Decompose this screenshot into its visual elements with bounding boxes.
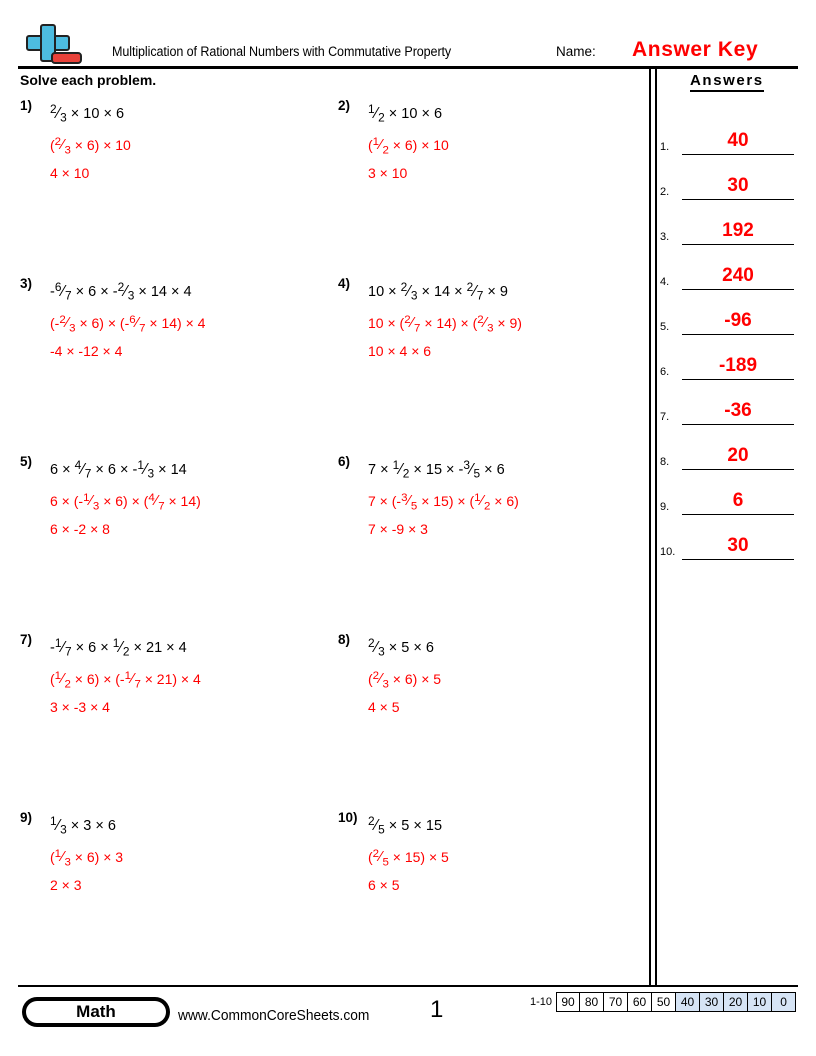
problem-expression xyxy=(368,630,658,665)
fraction-numerator: 1 xyxy=(54,847,62,860)
problem-number: 1) xyxy=(20,98,33,113)
score-box: 90 xyxy=(556,992,580,1012)
fraction-denominator: 7 xyxy=(476,288,484,303)
fraction xyxy=(467,274,484,309)
problem-expression xyxy=(368,452,658,487)
fraction xyxy=(474,487,490,518)
fraction-slash-icon: ⁄ xyxy=(379,849,383,866)
problem-work-line xyxy=(368,874,658,897)
page-number: 1 xyxy=(430,996,444,1023)
fraction-denominator: 3 xyxy=(410,288,418,303)
score-box: 70 xyxy=(604,992,628,1012)
fraction-numerator: 1 xyxy=(54,636,62,650)
fraction-slash-icon: ⁄ xyxy=(375,816,378,834)
fraction xyxy=(477,309,493,340)
expression-text: × 15) × 5 xyxy=(388,848,449,865)
fraction-slash-icon: ⁄ xyxy=(155,493,158,510)
problem-expression xyxy=(368,96,658,131)
fraction xyxy=(373,131,389,162)
expression-text: × 15) × ( xyxy=(417,492,475,509)
site-url: www.CommonCoreSheets.com xyxy=(178,1008,370,1024)
fraction xyxy=(75,452,92,487)
score-scale-range: 1-10 xyxy=(530,996,553,1008)
expression-text: × 14 × 4 xyxy=(134,283,192,300)
fraction-denominator: 7 xyxy=(65,644,72,659)
problem-work-line xyxy=(50,518,340,541)
problem-work-line xyxy=(368,665,658,696)
expression-text: × 21) × 4 xyxy=(140,670,201,687)
expression-text: ( xyxy=(368,136,373,153)
expression-text: ( xyxy=(50,136,55,153)
problem-work-line xyxy=(50,696,340,719)
fraction-numerator: 4 xyxy=(148,491,155,504)
expression-text: × 6) × 10 xyxy=(388,136,449,153)
problem-work-line xyxy=(50,340,340,363)
answer-index: 3. xyxy=(660,231,670,243)
answer-value: -36 xyxy=(724,400,752,421)
answer-value: -189 xyxy=(718,355,758,376)
problem-number: 7) xyxy=(20,632,33,647)
problem-expression xyxy=(50,630,340,665)
answer-row xyxy=(660,155,800,200)
fraction xyxy=(393,452,410,487)
fraction xyxy=(55,630,72,665)
fraction xyxy=(129,309,145,340)
name-label: Name: xyxy=(556,44,596,59)
fraction-numerator: 2 xyxy=(54,135,62,148)
fraction-slash-icon: ⁄ xyxy=(57,104,60,122)
fraction-denominator: 3 xyxy=(382,677,389,690)
answer-row xyxy=(660,110,800,155)
answer-row xyxy=(660,470,800,515)
expression-text: - xyxy=(50,639,55,656)
page-title: Multiplication of Rational Numbers with Commutative Property xyxy=(112,44,452,59)
problem-work-line xyxy=(368,162,658,185)
problem-work-line xyxy=(50,843,340,874)
fraction-denominator: 3 xyxy=(92,499,100,512)
fraction-numerator: 3 xyxy=(463,458,470,472)
fraction-denominator: 5 xyxy=(382,855,389,868)
header-divider xyxy=(18,66,798,69)
answer-value: 40 xyxy=(727,130,749,151)
expression-text: 10 × xyxy=(368,283,401,300)
expression-text: × 5 × 6 xyxy=(384,639,434,656)
answer-value: 192 xyxy=(722,220,754,241)
fraction-denominator: 3 xyxy=(147,466,155,481)
answer-value: 30 xyxy=(727,535,749,556)
expression-text: 10 × 4 × 6 xyxy=(368,342,432,359)
subject-badge-label: Math xyxy=(26,1001,166,1023)
fraction-numerator: 2 xyxy=(477,313,484,326)
fraction-denominator: 5 xyxy=(473,466,481,481)
fraction-numerator: 1 xyxy=(112,636,120,650)
answer-value: 240 xyxy=(722,265,754,286)
fraction-denominator: 2 xyxy=(122,644,130,659)
expression-text: × 14 × xyxy=(417,283,467,300)
fraction-numerator: 2 xyxy=(404,313,411,326)
answer-row xyxy=(660,335,800,380)
answer-value: -96 xyxy=(724,310,752,331)
problem-work-line xyxy=(50,162,340,185)
answer-row xyxy=(660,200,800,245)
fraction-slash-icon: ⁄ xyxy=(81,460,85,478)
expression-text: × 6) × 10 xyxy=(70,136,131,153)
fraction-numerator: 6 xyxy=(54,280,62,294)
problem-lines xyxy=(368,452,658,541)
expression-text: (- xyxy=(50,314,60,331)
answer-row xyxy=(660,380,800,425)
fraction-slash-icon: ⁄ xyxy=(481,493,484,510)
problem-work-line xyxy=(50,874,340,897)
answer-index: 8. xyxy=(660,456,670,468)
fraction-denominator: 7 xyxy=(134,677,141,690)
expression-text: × 9 xyxy=(483,283,508,300)
fraction xyxy=(83,487,99,518)
expression-text: × 14 xyxy=(154,461,187,478)
expression-text: 4 × 5 xyxy=(368,698,400,715)
expression-text: ( xyxy=(368,848,373,865)
fraction-denominator: 7 xyxy=(158,499,165,512)
fraction-numerator: 1 xyxy=(372,135,380,148)
score-box: 0 xyxy=(772,992,796,1012)
fraction xyxy=(373,665,389,696)
answers-list xyxy=(660,110,800,560)
fraction-denominator: 3 xyxy=(487,321,494,334)
fraction-slash-icon: ⁄ xyxy=(484,315,487,332)
expression-text: × 9) xyxy=(493,314,522,331)
fraction-numerator: 1 xyxy=(124,669,131,682)
fraction-slash-icon: ⁄ xyxy=(124,282,128,300)
instructions-text: Solve each problem. xyxy=(20,72,157,88)
problem-number: 2) xyxy=(338,98,351,113)
problem-work-line xyxy=(368,131,658,162)
fraction-slash-icon: ⁄ xyxy=(61,638,65,656)
problem-lines xyxy=(50,274,340,363)
fraction-slash-icon: ⁄ xyxy=(473,282,477,300)
fraction xyxy=(401,274,418,309)
expression-text: × 14) × 4 xyxy=(145,314,206,331)
answer-index: 9. xyxy=(660,501,670,513)
expression-text: ( xyxy=(368,670,373,687)
expression-text: × 6) × 3 xyxy=(70,848,124,865)
fraction-denominator: 2 xyxy=(64,677,71,690)
problem-work-line xyxy=(50,309,340,340)
problem-lines xyxy=(368,96,658,185)
fraction-slash-icon: ⁄ xyxy=(407,493,411,510)
fraction-denominator: 3 xyxy=(127,288,135,303)
score-box: 50 xyxy=(652,992,676,1012)
fraction-numerator: 2 xyxy=(117,280,125,294)
fraction-denominator: 7 xyxy=(139,321,146,334)
fraction xyxy=(401,487,417,518)
fraction xyxy=(368,808,385,843)
fraction-slash-icon: ⁄ xyxy=(61,849,65,866)
problem-lines xyxy=(368,630,658,719)
problem-number: 10) xyxy=(338,810,358,825)
fraction-numerator: 2 xyxy=(59,313,66,326)
expression-text: -4 × -12 × 4 xyxy=(50,342,123,359)
fraction xyxy=(55,665,71,696)
fraction xyxy=(373,843,389,874)
expression-text: 6 × 5 xyxy=(368,876,400,893)
problem-work-line xyxy=(50,131,340,162)
expression-text: 6 × xyxy=(50,461,75,478)
answer-index: 4. xyxy=(660,276,670,288)
fraction-denominator: 3 xyxy=(60,110,67,125)
expression-text: × 3 × 6 xyxy=(66,817,116,834)
answers-heading: Answers xyxy=(690,72,764,92)
fraction-slash-icon: ⁄ xyxy=(399,460,403,478)
expression-text: 6 × -2 × 8 xyxy=(50,520,110,537)
answer-value: 6 xyxy=(732,490,744,511)
fraction-denominator: 7 xyxy=(65,288,72,303)
fraction xyxy=(55,131,71,162)
fraction xyxy=(113,630,130,665)
score-scale-boxes xyxy=(556,992,796,1012)
fraction-slash-icon: ⁄ xyxy=(61,137,65,154)
fraction-numerator: 1 xyxy=(137,458,144,472)
fraction-slash-icon: ⁄ xyxy=(57,816,60,834)
answer-index: 1. xyxy=(660,141,670,153)
fraction-denominator: 2 xyxy=(483,499,491,512)
expression-text: × 6) × ( xyxy=(99,492,149,509)
fraction-slash-icon: ⁄ xyxy=(66,315,69,332)
fraction-denominator: 7 xyxy=(84,466,92,481)
fraction xyxy=(55,843,71,874)
answer-index: 6. xyxy=(660,366,670,378)
expression-text: × 6) × 5 xyxy=(388,670,442,687)
fraction-denominator: 2 xyxy=(402,466,410,481)
fraction-denominator: 3 xyxy=(64,855,71,868)
problem-number: 5) xyxy=(20,454,33,469)
expression-text: × 6 × xyxy=(71,639,113,656)
problem-expression xyxy=(368,274,658,309)
answer-key-badge: Answer Key xyxy=(632,38,759,61)
problem-lines xyxy=(50,808,340,897)
score-box: 20 xyxy=(724,992,748,1012)
fraction-numerator: 3 xyxy=(401,491,408,504)
expression-text: × 5 × 15 xyxy=(384,817,443,834)
fraction-slash-icon: ⁄ xyxy=(119,638,123,656)
expression-text: ( xyxy=(50,670,55,687)
expression-text: × 10 × 6 xyxy=(66,105,125,122)
score-box: 30 xyxy=(700,992,724,1012)
fraction xyxy=(59,309,75,340)
plus-minus-logo-icon xyxy=(22,24,84,68)
problem-work-line xyxy=(50,665,340,696)
fraction xyxy=(137,452,154,487)
expression-text: × 10 × 6 xyxy=(384,105,443,122)
fraction xyxy=(118,274,135,309)
expression-text: 3 × -3 × 4 xyxy=(50,698,110,715)
expression-text: × 14) × ( xyxy=(420,314,478,331)
fraction-slash-icon: ⁄ xyxy=(89,493,93,510)
fraction-slash-icon: ⁄ xyxy=(411,315,414,332)
fraction xyxy=(404,309,420,340)
answer-row xyxy=(660,425,800,470)
expression-text: 7 × -9 × 3 xyxy=(368,520,428,537)
answer-index: 10. xyxy=(660,546,676,558)
problem-expression xyxy=(50,808,340,843)
expression-text: × 6) × (- xyxy=(70,670,125,687)
expression-text: 7 × xyxy=(368,461,393,478)
fraction-denominator: 2 xyxy=(382,143,389,156)
expression-text: × 6) × (- xyxy=(75,314,130,331)
problem-lines xyxy=(50,630,340,719)
problem-expression xyxy=(368,808,658,843)
answer-rule xyxy=(682,559,794,560)
score-box: 40 xyxy=(676,992,700,1012)
expression-text: 2 × 3 xyxy=(50,876,82,893)
fraction-slash-icon: ⁄ xyxy=(61,282,65,300)
fraction xyxy=(368,96,385,131)
expression-text: × 6 × - xyxy=(91,461,138,478)
fraction-numerator: 2 xyxy=(372,669,380,682)
problem-number: 9) xyxy=(20,810,33,825)
problem-work-line xyxy=(368,518,658,541)
fraction-slash-icon: ⁄ xyxy=(407,282,411,300)
fraction-denominator: 2 xyxy=(378,110,385,125)
fraction-numerator: 1 xyxy=(54,669,62,682)
answer-row xyxy=(660,290,800,335)
fraction-numerator: 1 xyxy=(368,102,375,116)
expression-text: × 14) xyxy=(164,492,201,509)
fraction-slash-icon: ⁄ xyxy=(379,671,383,688)
score-scale xyxy=(530,992,796,1012)
answer-index: 2. xyxy=(660,186,670,198)
fraction-numerator: 2 xyxy=(368,636,375,650)
footer-divider xyxy=(18,985,798,987)
problem-lines xyxy=(50,452,340,541)
fraction-denominator: 3 xyxy=(60,822,67,837)
fraction-slash-icon: ⁄ xyxy=(61,671,65,688)
problem-lines xyxy=(50,96,340,185)
problem-work-line xyxy=(368,487,658,518)
expression-text: 4 × 10 xyxy=(50,164,90,181)
expression-text: × 6 xyxy=(480,461,505,478)
logo-plus-center xyxy=(42,37,54,49)
worksheet-header xyxy=(0,0,816,68)
fraction xyxy=(50,808,67,843)
fraction xyxy=(148,487,164,518)
problem-number: 6) xyxy=(338,454,351,469)
answer-index: 7. xyxy=(660,411,670,423)
fraction-slash-icon: ⁄ xyxy=(375,104,378,122)
answer-row xyxy=(660,515,800,560)
problem-lines xyxy=(368,274,658,363)
fraction-denominator: 3 xyxy=(69,321,76,334)
expression-text: × 15 × - xyxy=(409,461,464,478)
expression-text: 10 × ( xyxy=(368,314,405,331)
fraction-slash-icon: ⁄ xyxy=(379,137,383,154)
fraction-numerator: 4 xyxy=(74,458,82,472)
expression-text: 3 × 10 xyxy=(368,164,408,181)
expression-text: - xyxy=(50,283,55,300)
fraction-slash-icon: ⁄ xyxy=(144,460,147,478)
fraction-slash-icon: ⁄ xyxy=(470,460,474,478)
score-box: 10 xyxy=(748,992,772,1012)
fraction xyxy=(125,665,141,696)
fraction-slash-icon: ⁄ xyxy=(375,638,378,656)
problem-expression xyxy=(50,274,340,309)
problem-number: 3) xyxy=(20,276,33,291)
problem-work-line xyxy=(368,843,658,874)
expression-text: ( xyxy=(50,848,55,865)
fraction-denominator: 5 xyxy=(378,822,385,837)
fraction-denominator: 3 xyxy=(378,644,385,659)
fraction xyxy=(50,96,67,131)
problem-expression xyxy=(50,452,340,487)
score-box: 80 xyxy=(580,992,604,1012)
expression-text: 6 × (- xyxy=(50,492,84,509)
fraction xyxy=(463,452,480,487)
logo-minus-bar xyxy=(51,52,82,64)
fraction-numerator: 2 xyxy=(50,102,57,116)
expression-text: × 6) xyxy=(490,492,519,509)
fraction-numerator: 6 xyxy=(129,313,136,326)
fraction-slash-icon: ⁄ xyxy=(136,315,139,332)
answer-index: 5. xyxy=(660,321,670,333)
fraction-denominator: 7 xyxy=(414,321,421,334)
fraction-numerator: 2 xyxy=(400,280,408,294)
problem-lines xyxy=(368,808,658,897)
problem-number: 4) xyxy=(338,276,351,291)
fraction-numerator: 2 xyxy=(466,280,474,294)
problem-work-line xyxy=(368,696,658,719)
score-box: 60 xyxy=(628,992,652,1012)
answer-row xyxy=(660,245,800,290)
fraction xyxy=(368,630,385,665)
problem-work-line xyxy=(50,487,340,518)
fraction-numerator: 1 xyxy=(83,491,90,504)
fraction-numerator: 2 xyxy=(372,847,380,860)
problem-number: 8) xyxy=(338,632,351,647)
expression-text: × 6 × - xyxy=(71,283,118,300)
answer-value: 20 xyxy=(727,445,749,466)
expression-text: 7 × (- xyxy=(368,492,402,509)
fraction xyxy=(55,274,72,309)
expression-text: × 21 × 4 xyxy=(129,639,187,656)
subject-badge xyxy=(22,997,170,1027)
problem-expression xyxy=(50,96,340,131)
problem-work-line xyxy=(368,340,658,363)
problem-work-line xyxy=(368,309,658,340)
fraction-numerator: 1 xyxy=(50,814,57,828)
fraction-numerator: 1 xyxy=(474,491,481,504)
answer-value: 30 xyxy=(727,175,749,196)
fraction-numerator: 2 xyxy=(368,814,375,828)
fraction-denominator: 5 xyxy=(410,499,418,512)
fraction-slash-icon: ⁄ xyxy=(131,671,134,688)
fraction-numerator: 1 xyxy=(392,458,400,472)
fraction-denominator: 3 xyxy=(64,143,71,156)
